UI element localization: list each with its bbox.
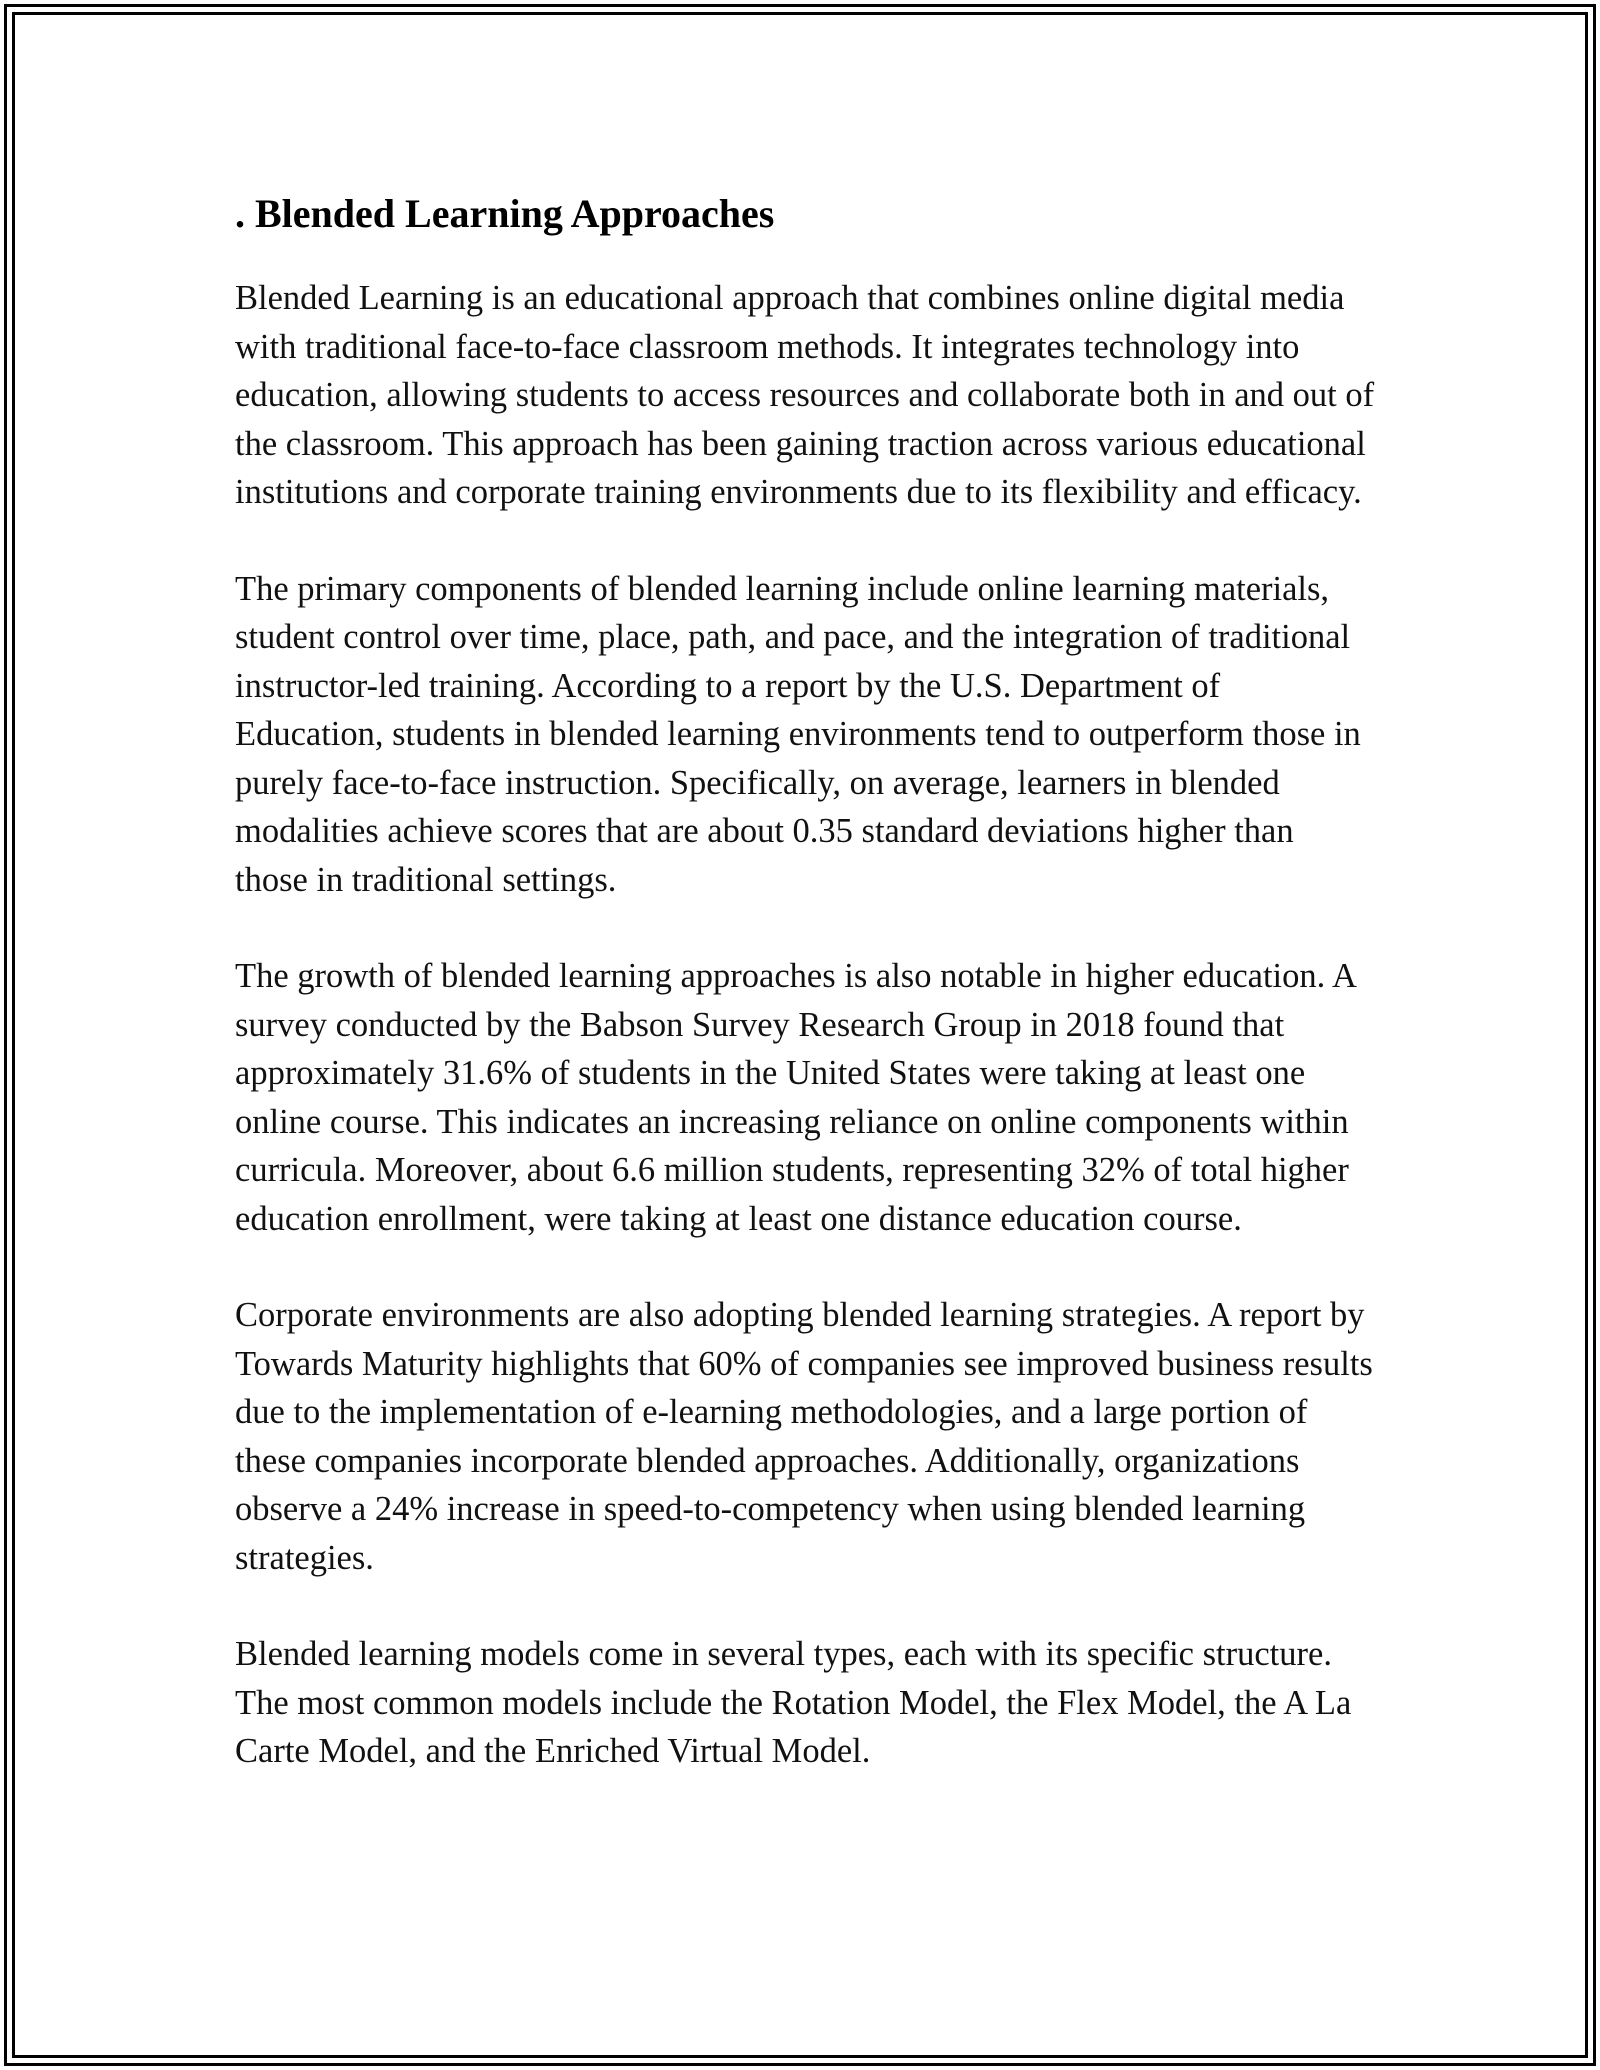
paragraph-components: The primary components of blended learning include online learning materials, student control over time, place, path, and pace, and the integration of traditional instructor-led training. According to a report by the U.S. Department of Education, students in blended learning environments tend to outperform those in purely face-to-face instruction. Specifically, on average, learners in blended modalities achieve scores that are about 0.35 standard deviations higher than those in traditional settings. (235, 569, 1361, 899)
document-body (235, 188, 1375, 1824)
paragraph-models: Blended learning models come in several types, each with its specific structure. The most common models include the Rotation Model, the Flex Model, the A La Carte Model, and the Enriched Virtual Model. (235, 1635, 1352, 1770)
paragraph-introduction: Blended Learning is an educational approach that combines online digital media with traditional face-to-face classroom methods. It integrates technology into education, allowing students to access resources and collaborate both in and out of the classroom. This approach has been gaining traction across various educational institutions and corporate training environments due to its flexibility and efficacy. (235, 279, 1375, 511)
section-title: . Blended Learning Approaches (235, 191, 775, 236)
paragraph-corporate: Corporate environments are also adopting blended learning strategies. A report by Towards Maturity highlights that 60% of companies see improved business results due to the implementation of e-learning methodologies, and a large portion of these companies incorporate blended approaches. Additionally, organizations observe a 24% increase in speed-to-competency when using blended learning strategies. (235, 1296, 1373, 1577)
paragraph-higher-education: The growth of blended learning approaches is also notable in higher education. A survey conducted by the Babson Survey Research Group in 2018 found that approximately 31.6% of students in the United States were taking at least one online course. This indicates an increasing reliance on online components within curricula. Moreover, about 6.6 million students, representing 32% of total higher education enrollment, were taking at least one distance education course. (235, 957, 1355, 1238)
